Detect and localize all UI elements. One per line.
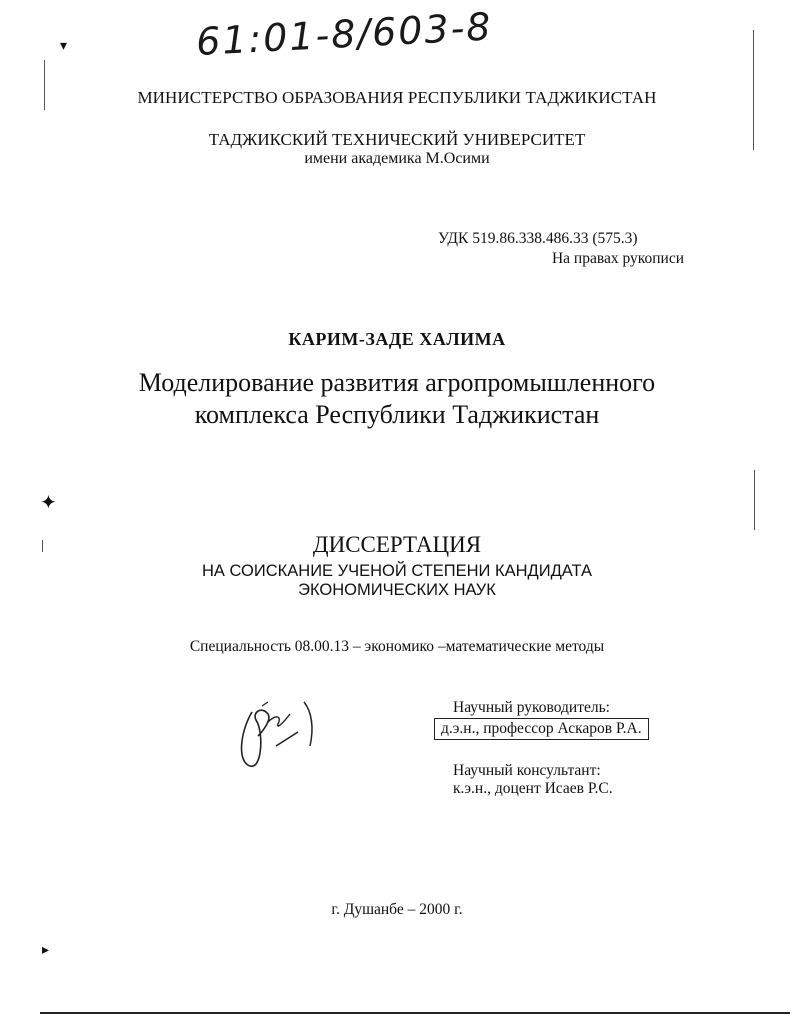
ministry-name: МИНИСТЕРСТВО ОБРАЗОВАНИЯ РЕСПУБЛИКИ ТАДЖИКИСТАН: [137, 88, 657, 107]
supervisor-name: д.э.н., профессор Аскаров Р.А.: [434, 718, 649, 740]
university-name: ТАДЖИКСКИЙ ТЕХНИЧЕСКИЙ УНИВЕРСИТЕТ: [208, 130, 586, 149]
thesis-title-line-2: комплекса Республики Таджикистан: [194, 400, 600, 429]
udk-code: УДК 519.86.338.486.33 (575.3): [438, 230, 638, 247]
city-year: г. Душанбе – 2000 г.: [331, 901, 463, 918]
scan-mark-top-left: ▾: [60, 38, 68, 54]
scan-edge-right-2: [754, 470, 755, 530]
supervisor-label: Научный руководитель:: [453, 699, 610, 716]
scan-mark-left-arrow: ✦: [40, 490, 57, 514]
scan-edge-left: [44, 60, 45, 110]
scan-edge-right: [753, 30, 754, 150]
scan-mark-bottom-left: ▸: [42, 942, 50, 958]
signature: [232, 692, 327, 774]
scan-edge-left-2: [42, 540, 43, 552]
handwritten-archive-code: 61:01-8/603-8: [195, 4, 494, 64]
scan-bottom-edge: [40, 1012, 790, 1014]
manuscript-rights-note: На правах рукописи: [551, 250, 684, 267]
thesis-title-line-1: Моделирование развития агропромышленного: [138, 368, 656, 397]
consultant-label: Научный консультант:: [453, 762, 601, 779]
author-name: КАРИМ-ЗАДЕ ХАЛИМА: [288, 329, 506, 349]
dissertation-label: ДИССЕРТАЦИЯ: [312, 532, 482, 557]
degree-line-1: НА СОИСКАНИЕ УЧЕНОЙ СТЕПЕНИ КАНДИДАТА: [202, 562, 592, 580]
specialty-line: Специальность 08.00.13 – экономико –математические методы: [189, 638, 605, 655]
consultant-name: к.э.н., доцент Исаев Р.С.: [453, 780, 613, 797]
university-named-after: имени академика М.Осими: [304, 150, 490, 167]
degree-line-2: ЭКОНОМИЧЕСКИХ НАУК: [298, 581, 496, 599]
